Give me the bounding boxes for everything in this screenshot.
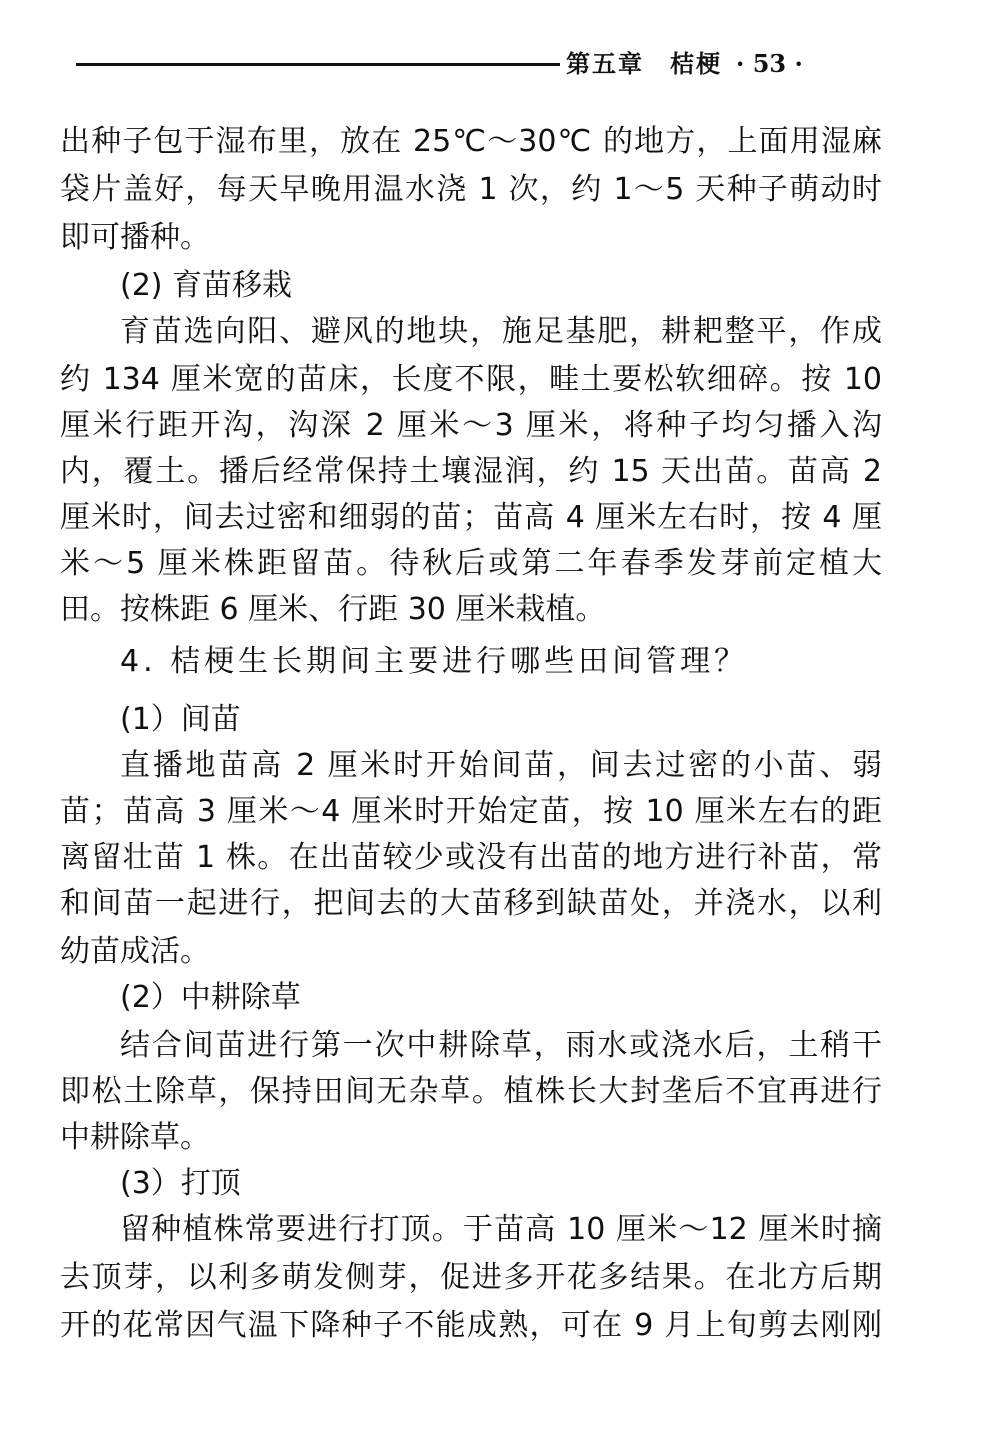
section-heading: (2) 育苗移栽 (120, 268, 293, 303)
text-line: 苗；苗高 3 厘米～4 厘米时开始定苗，按 10 厘米左右的距 (60, 794, 882, 829)
text-line: 育苗选向阳、避风的地块，施足基肥，耕耙整平，作成 (120, 314, 882, 349)
text-line: 中耕除草。 (60, 1120, 210, 1155)
text-line: 离留壮苗 1 株。在出苗较少或没有出苗的地方进行补苗，常 (60, 840, 882, 875)
page-number: · 53 · (736, 49, 803, 78)
text-line: 约 134 厘米宽的苗床，长度不限，畦土要松软细碎。按 10 (60, 362, 882, 397)
text-line: 去顶芽，以利多萌发侧芽，促进多开花多结果。在北方后期 (60, 1260, 882, 1295)
text-line: 米～5 厘米株距留苗。待秋后或第二年春季发芽前定植大 (60, 546, 882, 581)
text-line: 厘米时，间去过密和细弱的苗；苗高 4 厘米左右时，按 4 厘 (60, 500, 882, 535)
text-line: 即松土除草，保持田间无杂草。植株长大封垄后不宜再进行 (60, 1074, 882, 1109)
text-line: 直播地苗高 2 厘米时开始间苗，间去过密的小苗、弱 (120, 748, 882, 783)
text-line: 袋片盖好，每天早晚用温水浇 1 次，约 1～5 天种子萌动时 (60, 172, 882, 207)
section-heading: (1）间苗 (120, 702, 241, 737)
section-heading: (3）打顶 (120, 1166, 241, 1201)
text-line: 厘米行距开沟，沟深 2 厘米～3 厘米，将种子均匀播入沟 (60, 408, 882, 443)
text-line: 即可播种。 (60, 220, 210, 255)
text-line: 结合间苗进行第一次中耕除草，雨水或浇水后，土稍干 (120, 1028, 882, 1063)
text-line: 出种子包于湿布里，放在 25℃～30℃ 的地方，上面用湿麻 (60, 124, 882, 159)
text-line: 开的花常因气温下降种子不能成熟，可在 9 月上旬剪去刚刚 (60, 1308, 882, 1343)
text-line: 留种植株常要进行打顶。于苗高 10 厘米～12 厘米时摘 (120, 1212, 882, 1247)
text-line: 内，覆土。播后经常保持土壤湿润，约 15 天出苗。苗高 2 (60, 454, 882, 489)
header-rule (76, 63, 560, 66)
question-heading: 4. 桔梗生长期间主要进行哪些田间管理？ (120, 644, 749, 679)
text-line: 田。按株距 6 厘米、行距 30 厘米栽植。 (60, 592, 606, 627)
text-line: 幼苗成活。 (60, 934, 210, 969)
section-heading: (2）中耕除草 (120, 980, 301, 1015)
chapter-title: 第五章 桔梗 (566, 49, 722, 78)
text-line: 和间苗一起进行，把间去的大苗移到缺苗处，并浇水，以利 (60, 886, 882, 921)
page-header (76, 44, 846, 84)
